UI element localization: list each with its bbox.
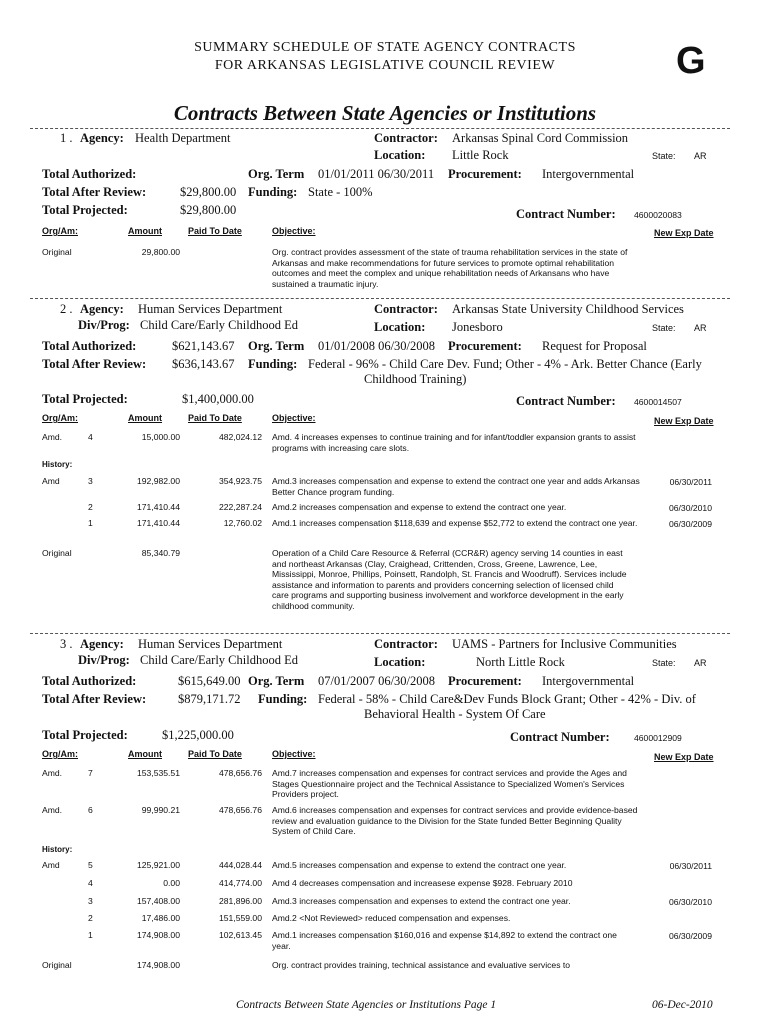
row-paid: 414,774.00: [218, 878, 262, 888]
row-number: 3: [88, 896, 93, 906]
divider: [30, 633, 730, 634]
col-objective: Objective:: [272, 749, 316, 759]
row-amount: 0.00: [163, 878, 180, 888]
row-number: 5: [88, 860, 93, 870]
row-amount: 15,000.00: [141, 432, 180, 442]
procurement-label: Procurement:: [448, 167, 522, 181]
footer-date: 06-Dec-2010: [652, 999, 713, 1011]
divprog-label: Div/Prog:: [78, 653, 130, 667]
location-label: Location:: [374, 320, 426, 334]
report-title-line1: SUMMARY SCHEDULE OF STATE AGENCY CONTRACTS: [194, 40, 576, 55]
row-objective: Org. contract provides assessment of the state of trauma rehabilitation services in the state of Arkansas and make recommendations for future services to promote optimal rehabilitation outcomes and meet the complex and unique rehabilitation needs of Arkansans who have sustained a traumatic injury.: [272, 247, 628, 289]
row-number: 2: [88, 913, 93, 923]
row-orgam: Amd: [42, 860, 60, 870]
total-projected-label: Total Projected:: [42, 392, 128, 406]
procurement-label: Procurement:: [448, 674, 522, 688]
col-objective: Objective:: [272, 226, 316, 236]
col-newexp: New Exp Date: [654, 752, 714, 762]
procurement-value: Intergovernmental: [542, 167, 635, 181]
total-after-review-label: Total After Review:: [42, 692, 147, 706]
row-newexp: 06/30/2011: [669, 477, 712, 487]
row-objective: Amd.3 increases compensation and expenses to extend the contract one year.: [272, 896, 571, 906]
col-newexp: New Exp Date: [654, 228, 714, 238]
location-value: North Little Rock: [476, 655, 565, 669]
total-projected-label: Total Projected:: [42, 728, 128, 742]
total-projected-value: $1,225,000.00: [162, 728, 234, 742]
procurement-value: Intergovernmental: [542, 674, 635, 688]
col-amount: Amount: [128, 413, 162, 423]
row-amount: 157,408.00: [136, 896, 180, 906]
row-number: 4: [88, 878, 93, 888]
row-number: 4: [88, 432, 93, 442]
funding-value: Federal - 58% - Child Care&Dev Funds Block Grant; Other - 42% - Div. of: [318, 692, 696, 706]
row-objective: Amd.3 increases compensation and expense to extend the contract one year and adds Arkansas Better Chance program funding.: [272, 476, 640, 497]
row-newexp: 06/30/2010: [668, 503, 712, 513]
divprog-value: Child Care/Early Childhood Ed: [140, 318, 298, 332]
document-title: Contracts Between State Agencies or Institutions: [173, 101, 597, 125]
row-number: 7: [88, 768, 93, 778]
history-label: History:: [42, 460, 73, 469]
agency-label: Agency:: [80, 131, 124, 145]
divider: [30, 298, 730, 299]
funding-value: Federal - 96% - Child Care Dev. Fund; Other - 4% - Ark. Better Chance (Early: [308, 357, 702, 371]
row-amount: 85,340.79: [141, 548, 180, 558]
col-amount: Amount: [128, 226, 162, 236]
row-orgam: Amd.: [42, 805, 63, 815]
contract-number-label: Contract Number:: [516, 394, 616, 408]
agency-label: Agency:: [80, 302, 124, 316]
org-term-value: 07/01/2007 06/30/2008: [318, 674, 436, 688]
state-label: State:: [652, 323, 676, 333]
row-newexp: 06/30/2011: [669, 861, 712, 871]
contractor-label: Contractor:: [374, 131, 438, 145]
state-label: State:: [652, 151, 676, 161]
row-amount: 192,982.00: [136, 476, 180, 486]
funding-label: Funding:: [258, 692, 308, 706]
row-objective: Operation of a Child Care Resource & Referral (CCR&R) agency serving 14 counties in east and northeast Arkansas (Clay, Craighead, Crittenden, Cross, Greene, Lawrence, Lee, Mississippi, Monroe, Phillips, Poinsett, Randolph, St. Francis and Woodruff). Services include assistance and information to parents and providers concerning selection of licensed child care programs and supporting business involvement and workforce development in the early childhood community.: [272, 548, 627, 611]
total-authorized-value: $615,649.00: [178, 674, 241, 688]
location-label: Location:: [374, 148, 426, 162]
col-orgam: Org/Am:: [42, 226, 78, 236]
total-projected-label: Total Projected:: [42, 203, 128, 217]
row-number: 6: [88, 805, 93, 815]
row-paid: 482,024.12: [218, 432, 262, 442]
total-authorized-label: Total Authorized:: [42, 167, 137, 181]
agency-value: Health Department: [135, 131, 231, 145]
row-amount: 17,486.00: [141, 913, 180, 923]
row-newexp: 06/30/2009: [668, 931, 712, 941]
report-title-line2: FOR ARKANSAS LEGISLATIVE COUNCIL REVIEW: [214, 58, 556, 73]
col-paid: Paid To Date: [188, 749, 242, 759]
row-amount: 153,535.51: [136, 768, 180, 778]
page-footer: Contracts Between State Agencies or Institutions Page 1: [236, 999, 497, 1011]
agency-number: 2 .: [60, 302, 73, 316]
agency-value: Human Services Department: [138, 637, 283, 651]
contractor-value: Arkansas Spinal Cord Commission: [452, 131, 629, 145]
row-orgam: Original: [42, 548, 72, 558]
row-objective: Amd.1 increases compensation $118,639 and expense $52,772 to extend the contract one year.: [272, 518, 638, 528]
row-paid: 281,896.00: [218, 896, 262, 906]
state-label: State:: [652, 658, 676, 668]
divider: [30, 128, 730, 129]
row-amount: 174,908.00: [136, 960, 180, 970]
org-term-label: Org. Term: [248, 674, 305, 688]
agency-value: Human Services Department: [138, 302, 283, 316]
row-paid: 354,923.75: [218, 476, 262, 486]
row-paid: 222,287.24: [218, 502, 262, 512]
org-term-label: Org. Term: [248, 339, 305, 353]
row-objective: Amd 4 decreases compensation and increasese expense $928. February 2010: [272, 878, 573, 888]
row-number: 3: [88, 476, 93, 486]
col-newexp: New Exp Date: [654, 416, 714, 426]
funding-value-line2: Behavioral Health - System Of Care: [364, 707, 546, 721]
col-paid: Paid To Date: [188, 413, 242, 423]
location-label: Location:: [374, 655, 426, 669]
total-projected-value: $29,800.00: [180, 203, 237, 217]
row-objective: Amd. 4 increases expenses to continue training and for infant/toddler expansion grants to assist programs with increasing care slots.: [272, 432, 636, 453]
contract-number-label: Contract Number:: [510, 730, 610, 744]
col-paid: Paid To Date: [188, 226, 242, 236]
location-value: Little Rock: [452, 148, 509, 162]
row-amount: 174,908.00: [136, 930, 180, 940]
total-after-review-label: Total After Review:: [42, 357, 147, 371]
row-orgam: Amd: [42, 476, 60, 486]
row-objective: Amd.2 <Not Reviewed> reduced compensation and expenses.: [272, 913, 511, 923]
col-orgam: Org/Am:: [42, 413, 78, 423]
row-paid: 444,028.44: [218, 860, 262, 870]
contract-number-value: 4600014507: [634, 397, 682, 407]
col-amount: Amount: [128, 749, 162, 759]
contractor-label: Contractor:: [374, 637, 438, 651]
row-amount: 29,800.00: [141, 247, 180, 257]
total-after-review-value: $879,171.72: [178, 692, 241, 706]
row-paid: 478,656.76: [218, 768, 262, 778]
row-orgam: Original: [42, 960, 72, 970]
history-label: History:: [42, 845, 73, 854]
row-orgam: Amd.: [42, 432, 63, 442]
col-orgam: Org/Am:: [42, 749, 78, 759]
row-orgam: Amd.: [42, 768, 63, 778]
procurement-label: Procurement:: [448, 339, 522, 353]
col-objective: Objective:: [272, 413, 316, 423]
total-after-review-value: $636,143.67: [172, 357, 235, 371]
row-number: 1: [88, 930, 93, 940]
section-badge: G: [676, 40, 706, 82]
funding-label: Funding:: [248, 357, 298, 371]
total-authorized-label: Total Authorized:: [42, 339, 137, 353]
funding-value-line2: Childhood Training): [364, 372, 467, 386]
state-value: AR: [694, 151, 707, 161]
row-objective: Amd.7 increases compensation and expenses for contract services and provide the Ages and Stages Questionnaire project and the Technical Assistance to Specialized Women's Services Providers project.: [272, 768, 627, 799]
row-amount: 171,410.44: [136, 502, 180, 512]
row-objective: Org. contract provides training, technical assistance and evaluative services to: [272, 960, 571, 970]
org-term-value: 01/01/2008 06/30/2008: [318, 339, 436, 353]
row-number: 1: [88, 518, 93, 528]
contract-number-value: 4600020083: [634, 210, 682, 220]
funding-value: State - 100%: [308, 185, 373, 199]
total-authorized-value: $621,143.67: [172, 339, 235, 353]
row-objective: Amd.6 increases compensation and expenses for contract services and provide evidence-based review and evaluation guidance to the Division for the State funded Better Beginning Quality System of Child Care.: [272, 805, 638, 836]
contractor-label: Contractor:: [374, 302, 438, 316]
agency-number: 1 .: [60, 131, 73, 145]
row-newexp: 06/30/2010: [668, 897, 712, 907]
row-amount: 171,410.44: [136, 518, 180, 528]
row-orgam: Original: [42, 247, 72, 257]
row-amount: 125,921.00: [136, 860, 180, 870]
org-term-value: 01/01/2011 06/30/2011: [318, 167, 435, 181]
row-newexp: 06/30/2009: [668, 519, 712, 529]
row-paid: 478,656.76: [218, 805, 262, 815]
procurement-value: Request for Proposal: [542, 339, 647, 353]
total-projected-value: $1,400,000.00: [182, 392, 254, 406]
row-paid: 151,559.00: [218, 913, 262, 923]
row-objective: Amd.2 increases compensation and expense to extend the contract one year.: [272, 502, 567, 512]
row-paid: 12,760.02: [223, 518, 262, 528]
total-authorized-label: Total Authorized:: [42, 674, 137, 688]
agency-label: Agency:: [80, 637, 124, 651]
total-after-review-value: $29,800.00: [180, 185, 237, 199]
contract-number-label: Contract Number:: [516, 207, 616, 221]
row-objective: Amd.5 increases compensation and expense to extend the contract one year.: [272, 860, 567, 870]
contractor-value: Arkansas State University Childhood Services: [452, 302, 684, 316]
org-term-label: Org. Term: [248, 167, 305, 181]
divprog-label: Div/Prog:: [78, 318, 130, 332]
row-number: 2: [88, 502, 93, 512]
state-value: AR: [694, 658, 707, 668]
location-value: Jonesboro: [452, 320, 503, 334]
row-amount: 99,990.21: [141, 805, 180, 815]
divprog-value: Child Care/Early Childhood Ed: [140, 653, 298, 667]
state-value: AR: [694, 323, 707, 333]
contract-number-value: 4600012909: [634, 733, 682, 743]
row-paid: 102,613.45: [218, 930, 262, 940]
row-objective: Amd.1 increases compensation $160,016 and expense $14,892 to extend the contract one year.: [272, 930, 617, 951]
funding-label: Funding:: [248, 185, 298, 199]
total-after-review-label: Total After Review:: [42, 185, 147, 199]
agency-number: 3 .: [60, 637, 73, 651]
contractor-value: UAMS - Partners for Inclusive Communities: [452, 637, 677, 651]
